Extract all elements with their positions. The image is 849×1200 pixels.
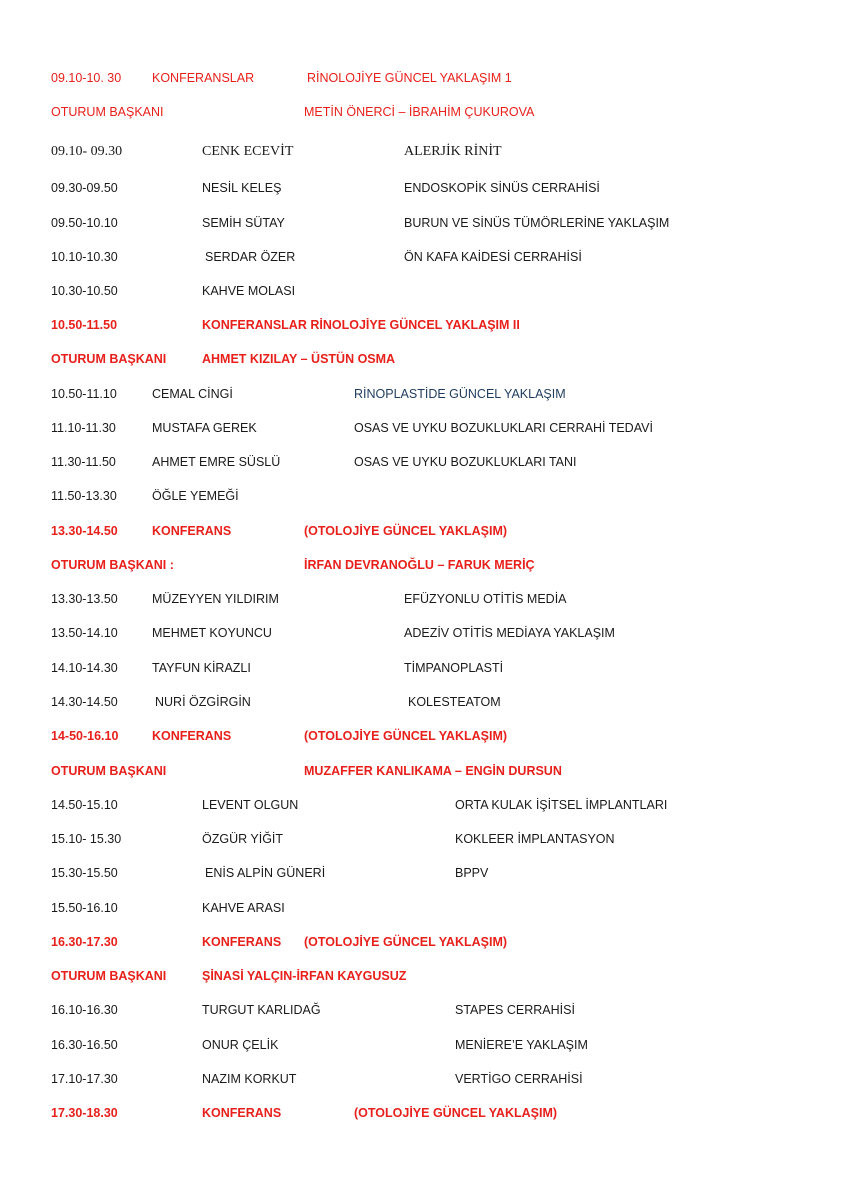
talk-row <box>0 830 849 848</box>
session-time: 09.10-10. 30 <box>51 71 122 85</box>
session-chair-row <box>0 350 849 368</box>
talk-speaker: ENİS ALPİN GÜNERİ <box>205 866 326 880</box>
session-title: KONFERANSLAR RİNOLOJİYE GÜNCEL YAKLAŞIM II <box>202 318 520 332</box>
talk-speaker: NESİL KELEŞ <box>202 181 282 195</box>
talk-time: 15.10- 15.30 <box>51 832 122 846</box>
talk-topic: OSAS VE UYKU BOZUKLUKLARI CERRAHİ TEDAVİ <box>354 421 653 435</box>
talk-time: 14.10-14.30 <box>51 661 118 675</box>
talk-topic: ÖN KAFA KAİDESİ CERRAHİSİ <box>404 250 582 264</box>
talk-speaker: NAZIM KORKUT <box>202 1072 297 1086</box>
talk-time: 17.10-17.30 <box>51 1072 118 1086</box>
talk-time: 10.50-11.10 <box>51 387 117 401</box>
talk-topic: MENİERE’E YAKLAŞIM <box>455 1038 588 1052</box>
talk-row <box>0 248 849 266</box>
session-topic: (OTOLOJİYE GÜNCEL YAKLAŞIM) <box>304 524 508 538</box>
session-header <box>0 69 849 87</box>
session-header <box>0 522 849 540</box>
session-header <box>0 1104 849 1122</box>
chair-names: AHMET KIZILAY – ÜSTÜN OSMA <box>202 352 396 366</box>
break-row <box>0 899 849 917</box>
chair-label: OTURUM BAŞKANI : <box>51 558 174 572</box>
talk-time: 14.30-14.50 <box>51 695 118 709</box>
session-chair-row <box>0 762 849 780</box>
talk-topic: ORTA KULAK İŞİTSEL İMPLANTLARI <box>455 798 668 812</box>
talk-row <box>0 1036 849 1054</box>
talk-row <box>0 590 849 608</box>
talk-row <box>0 419 849 437</box>
talk-speaker: SERDAR ÖZER <box>205 250 296 264</box>
session-title: KONFERANS <box>152 524 232 538</box>
talk-speaker: TURGUT KARLIDAĞ <box>202 1003 321 1017</box>
session-header <box>0 933 849 951</box>
break-time: 10.30-10.50 <box>51 284 118 298</box>
talk-time: 09.30-09.50 <box>51 181 118 195</box>
talk-speaker: NURİ ÖZGİRGİN <box>155 695 251 709</box>
talk-time: 13.50-14.10 <box>51 626 118 640</box>
break-row <box>0 282 849 300</box>
session-header <box>0 727 849 745</box>
talk-speaker: ONUR ÇELİK <box>202 1038 279 1052</box>
talk-row <box>0 1070 849 1088</box>
talk-speaker: AHMET EMRE SÜSLÜ <box>152 455 281 469</box>
talk-speaker: CEMAL CİNGİ <box>152 387 233 401</box>
talk-row <box>0 143 849 161</box>
talk-speaker: TAYFUN KİRAZLI <box>152 661 251 675</box>
session-time: 13.30-14.50 <box>51 524 118 538</box>
session-time: 10.50-11.50 <box>51 318 118 332</box>
talk-row <box>0 453 849 471</box>
chair-label: OTURUM BAŞKANI <box>51 105 164 119</box>
talk-topic: TİMPANOPLASTİ <box>404 661 504 675</box>
break-label: ÖĞLE YEMEĞİ <box>152 489 239 503</box>
talk-row <box>0 385 849 403</box>
talk-time: 09.10- 09.30 <box>51 144 123 159</box>
session-topic: (OTOLOJİYE GÜNCEL YAKLAŞIM) <box>354 1106 558 1120</box>
session-time: 17.30-18.30 <box>51 1106 118 1120</box>
talk-topic: OSAS VE UYKU BOZUKLUKLARI TANI <box>354 455 577 469</box>
talk-time: 13.30-13.50 <box>51 592 118 606</box>
talk-topic: VERTİGO CERRAHİSİ <box>455 1072 583 1086</box>
session-time: 16.30-17.30 <box>51 935 118 949</box>
session-chair-row <box>0 103 849 121</box>
chair-label: OTURUM BAŞKANI <box>51 969 167 983</box>
break-label: KAHVE MOLASI <box>202 284 296 298</box>
session-chair-row <box>0 967 849 985</box>
session-topic: (OTOLOJİYE GÜNCEL YAKLAŞIM) <box>304 729 508 743</box>
talk-speaker: MEHMET KOYUNCU <box>152 626 272 640</box>
talk-row <box>0 179 849 197</box>
talk-speaker: LEVENT OLGUN <box>202 798 299 812</box>
talk-speaker: MÜZEYYEN YILDIRIM <box>152 592 279 606</box>
chair-names: ŞİNASİ YALÇIN-İRFAN KAYGUSUZ <box>202 969 407 983</box>
talk-time: 16.10-16.30 <box>51 1003 118 1017</box>
talk-speaker: CENK ECEVİT <box>202 144 294 159</box>
talk-row <box>0 796 849 814</box>
chair-names: METİN ÖNERCİ – İBRAHİM ÇUKUROVA <box>304 105 535 119</box>
break-row <box>0 487 849 505</box>
talk-topic: ADEZİV OTİTİS MEDİAYA YAKLAŞIM <box>404 626 615 640</box>
talk-topic: STAPES CERRAHİSİ <box>455 1003 575 1017</box>
talk-topic: EFÜZYONLU OTİTİS MEDİA <box>404 592 567 606</box>
talk-topic: ALERJİK RİNİT <box>404 144 502 159</box>
break-time: 15.50-16.10 <box>51 901 118 915</box>
talk-topic: BURUN VE SİNÜS TÜMÖRLERİNE YAKLAŞIM <box>404 216 670 230</box>
session-title: KONFERANS <box>202 1106 282 1120</box>
session-time: 14-50-16.10 <box>51 729 119 743</box>
talk-row <box>0 214 849 232</box>
talk-topic: RİNOPLASTİDE GÜNCEL YAKLAŞIM <box>354 387 566 401</box>
talk-speaker: SEMİH SÜTAY <box>202 216 285 230</box>
talk-time: 15.30-15.50 <box>51 866 118 880</box>
session-title: KONFERANS <box>152 729 232 743</box>
talk-time: 09.50-10.10 <box>51 216 118 230</box>
chair-label: OTURUM BAŞKANI <box>51 352 167 366</box>
talk-topic: BPPV <box>455 866 489 880</box>
chair-names: İRFAN DEVRANOĞLU – FARUK MERİÇ <box>304 558 535 572</box>
talk-topic: ENDOSKOPİK SİNÜS CERRAHİSİ <box>404 181 600 195</box>
break-label: KAHVE ARASI <box>202 901 285 915</box>
break-time: 11.50-13.30 <box>51 489 117 503</box>
talk-row <box>0 693 849 711</box>
session-chair-row <box>0 556 849 574</box>
session-header <box>0 316 849 334</box>
talk-row <box>0 1001 849 1019</box>
talk-time: 11.30-11.50 <box>51 455 116 469</box>
talk-topic: KOLESTEATOM <box>408 695 501 709</box>
talk-time: 11.10-11.30 <box>51 421 116 435</box>
talk-row <box>0 624 849 642</box>
talk-topic: KOKLEER İMPLANTASYON <box>455 832 615 846</box>
chair-label: OTURUM BAŞKANI <box>51 764 167 778</box>
talk-time: 16.30-16.50 <box>51 1038 118 1052</box>
session-title: KONFERANS <box>202 935 282 949</box>
talk-row <box>0 864 849 882</box>
chair-names: MUZAFFER KANLIKAMA – ENGİN DURSUN <box>304 764 562 778</box>
talk-speaker: ÖZGÜR YİĞİT <box>202 832 284 846</box>
talk-time: 10.10-10.30 <box>51 250 118 264</box>
session-title: KONFERANSLAR <box>152 71 255 85</box>
session-topic: RİNOLOJİYE GÜNCEL YAKLAŞIM 1 <box>307 71 512 85</box>
talk-speaker: MUSTAFA GEREK <box>152 421 257 435</box>
talk-row <box>0 659 849 677</box>
talk-time: 14.50-15.10 <box>51 798 118 812</box>
session-topic: (OTOLOJİYE GÜNCEL YAKLAŞIM) <box>304 935 508 949</box>
